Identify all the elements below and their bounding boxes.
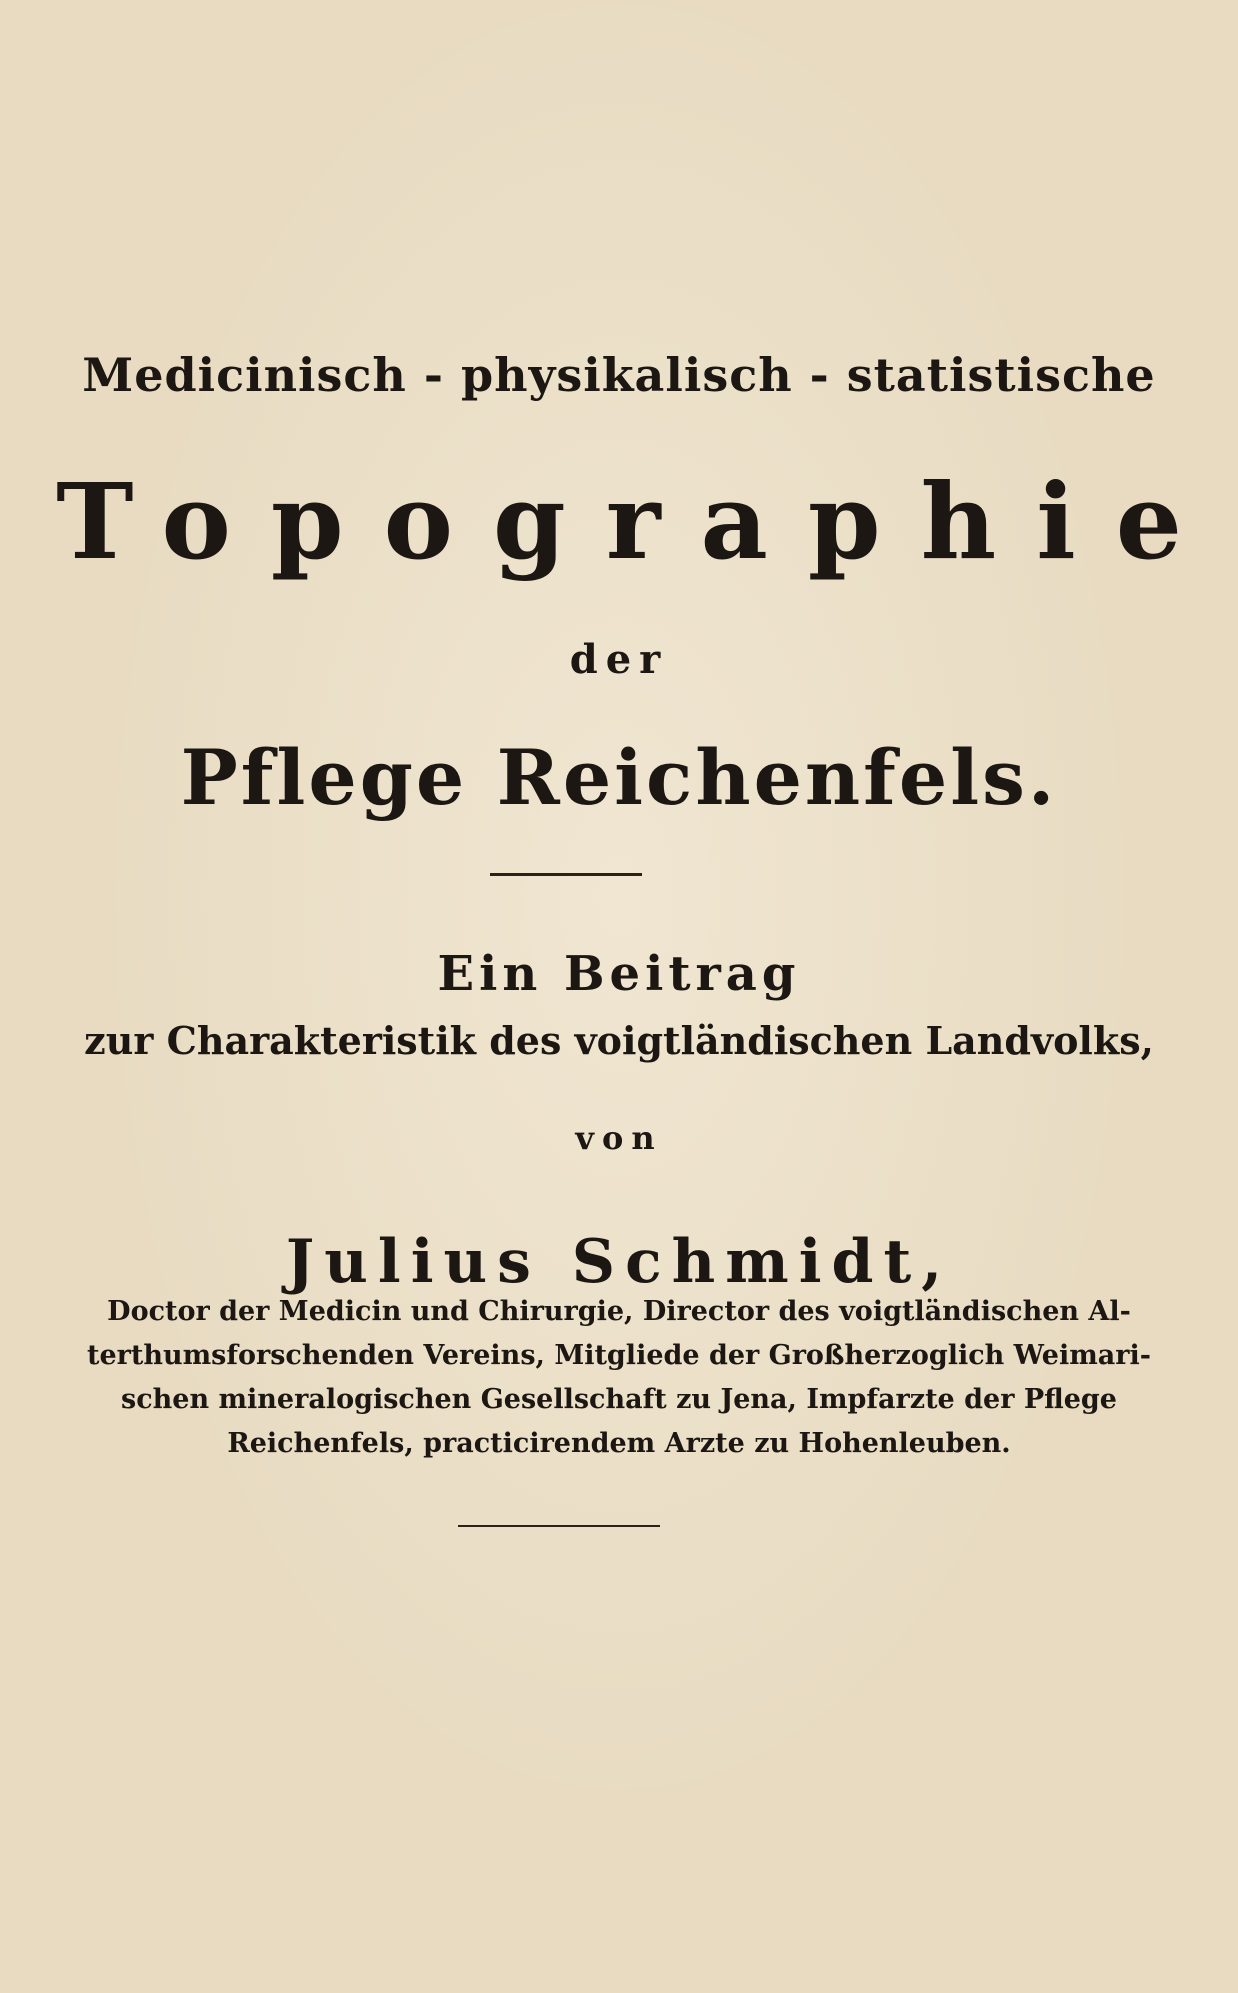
by-line: von	[575, 1119, 663, 1157]
divider-rule-top	[490, 873, 642, 876]
contribution-heading: Ein Beitrag	[437, 946, 801, 1002]
credentials-line: Doctor der Medicin und Chirurgie, Director des voigtländischen Al-	[107, 1296, 1131, 1327]
author-name: Julius Schmidt,	[285, 1227, 953, 1297]
place-name: Pflege Reichenfels.	[180, 733, 1058, 822]
main-title: Topographie	[56, 460, 1222, 583]
contribution-detail: zur Charakteristik des voigtländischen Landvolks,	[84, 1018, 1154, 1063]
author-credentials	[70, 1290, 1168, 1466]
credentials-line: terthumsforschenden Vereins, Mitgliede der Großherzoglich Weimari-	[86, 1340, 1151, 1371]
divider-rule-bottom	[458, 1525, 660, 1527]
article-der: der	[569, 636, 669, 683]
subtitle: Medicinisch - physikalisch - statistische	[82, 348, 1156, 402]
credentials-line: schen mineralogischen Gesellschaft zu Jena, Impfarzte der Pflege	[121, 1384, 1117, 1415]
credentials-line: Reichenfels, practicirendem Arzte zu Hohenleuben.	[227, 1428, 1011, 1459]
